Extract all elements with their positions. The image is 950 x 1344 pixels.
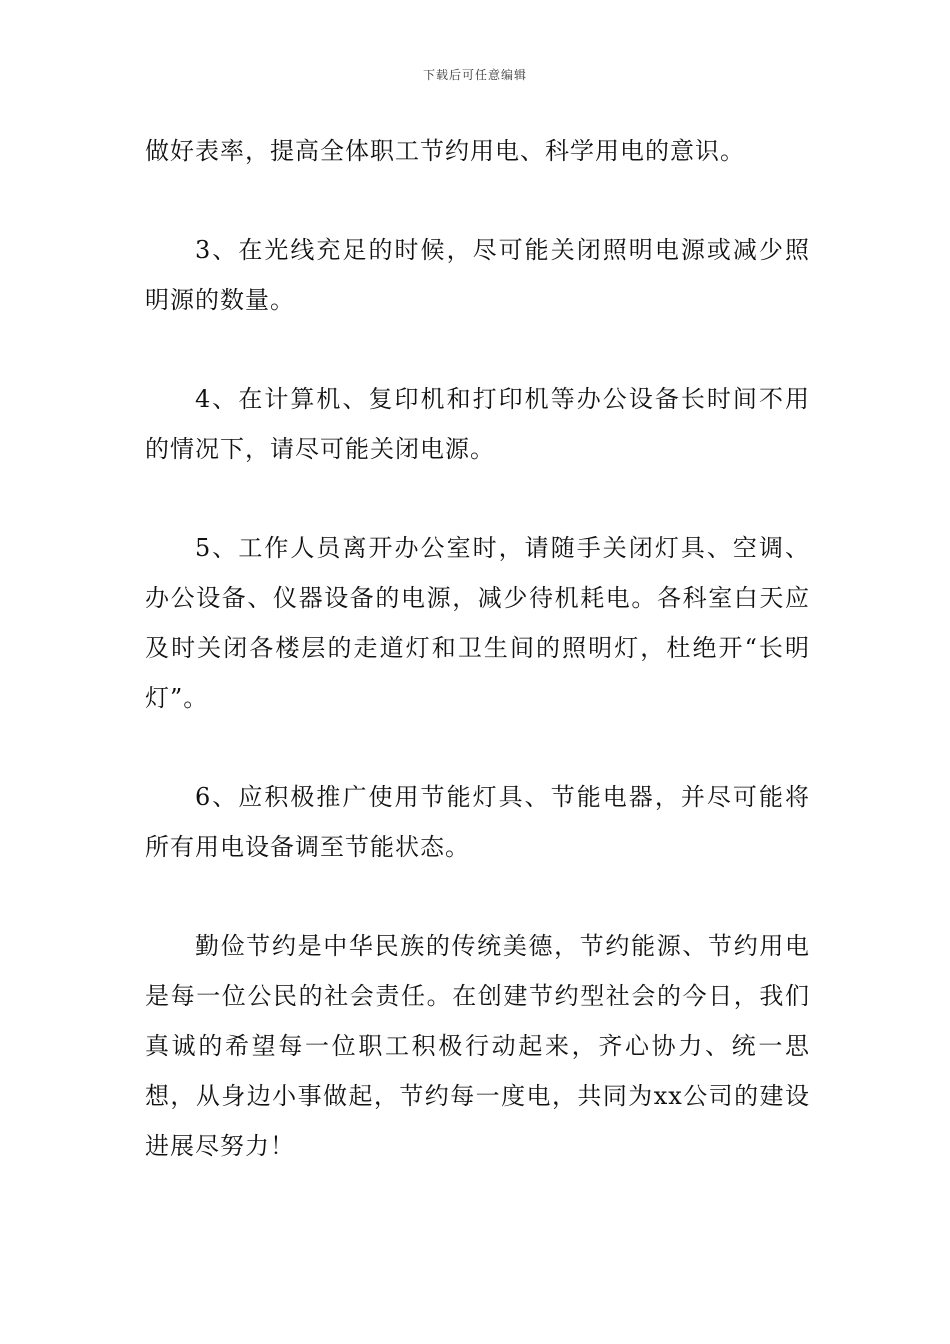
document-body <box>145 126 810 1220</box>
paragraph-continuation: 做好表率，提高全体职工节约用电、科学用电的意识。 <box>145 137 745 165</box>
paragraph-item-6: 6、应积极推广使用节能灯具、节能电器，并尽可能将所有用电设备调至节能状态。 <box>145 783 810 861</box>
paragraph-closing: 勤俭节约是中华民族的传统美德，节约能源、节约用电是每一位公民的社会责任。在创建节约型社会的今日，我们真诚的希望每一位职工积极行动起来，齐心协力、统一思想，从身边小事做起，节约每一度电，共同为xx公司的建设进展尽努力！ <box>145 932 810 1160</box>
page-header: 下载后可任意编辑 <box>422 68 527 82</box>
paragraph-item-3: 3、在光线充足的时候，尽可能关闭照明电源或减少照明源的数量。 <box>145 236 810 314</box>
paragraph-item-5: 5、工作人员离开办公室时，请随手关闭灯具、空调、办公设备、仪器设备的电源，减少待机耗电。各科室白天应及时关闭各楼层的走道灯和卫生间的照明灯，杜绝开“长明灯”。 <box>145 534 810 712</box>
paragraph-item-4: 4、在计算机、复印机和打印机等办公设备长时间不用的情况下，请尽可能关闭电源。 <box>145 385 810 463</box>
